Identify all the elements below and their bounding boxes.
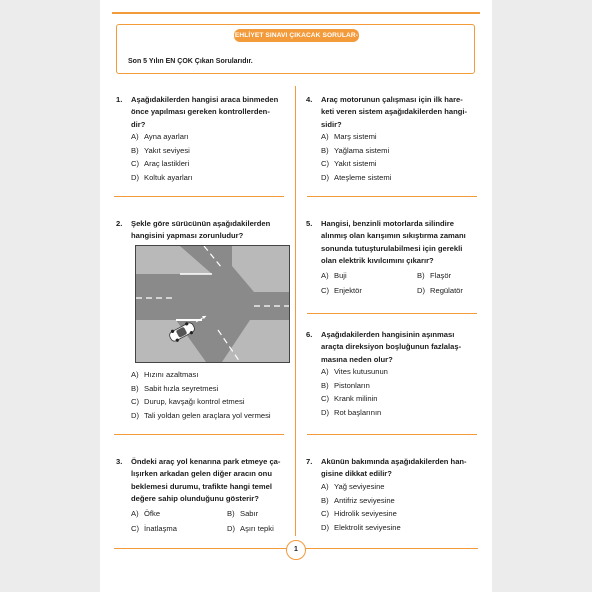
separator-q4-q5 [307,196,477,197]
question-7 [306,456,486,538]
question-number: 2. [116,219,123,228]
option-d[interactable]: D) Rot başlarının [321,407,382,417]
question-number: 5. [306,219,313,228]
option-c[interactable]: C) İnatlaşma [131,523,177,533]
option-b[interactable]: B) Sabit hızla seyretmesi [131,383,219,393]
exam-page [100,0,492,592]
question-stem: Araç motorunun çalışması için ilk hare- keti veren sistem aşağıdakilerden hangi- sidir? [321,95,468,129]
options-list [131,130,193,184]
header-subtitle: Son 5 Yılın EN ÇOK Çıkan Sorularıdır. [128,58,253,65]
option-c[interactable]: C) Durup, kavşağı kontrol etmesi [131,397,245,406]
page-number: 1 [286,540,306,560]
question-5 [306,218,486,308]
option-a[interactable]: A) Hızını azaltması [131,370,199,379]
option-a[interactable]: A) Buji [321,271,347,280]
question-stem: Aşağıdakilerden hangisinin aşınması araçta direksiyon boşluğunun fazlalaş- masına neden olur? [321,330,462,364]
question-stem: Şekle göre sürücünün aşağıdakilerden hangisini yapması zorunludur? [131,219,271,241]
question-number: 4. [306,95,313,104]
question-stem: Hangisi, benzinli motorlarda silindire alınmış olan karışımın sıkıştırma zamanı sonunda tutuşturulabilmesi için gerekli olan elektrik kıvılcımını çıkarır? [321,219,466,265]
question-number: 6. [306,330,313,339]
option-d[interactable]: D) Elektrolit seviyesine [321,522,401,532]
options-list [321,130,391,184]
option-a[interactable]: A) Öfke [131,509,161,518]
separator-q2-q3 [114,434,284,435]
options-grid [321,269,507,297]
option-d[interactable]: D) Aşırı tepki [227,523,274,533]
question-stem: Öndeki araç yol kenarına park etmeye ça- lışırken arkadan gelen diğer aracın onu beklemesi durumu, trafikte hangi temel değere sahip olunduğunu gösterir? [131,457,281,503]
option-a[interactable]: A) Vites kutusunun [321,367,388,376]
options-list [131,368,271,422]
intersection-illustration [135,245,290,363]
question-number: 3. [116,457,123,466]
question-1 [116,94,292,194]
option-d[interactable]: D) Regülatör [417,285,463,295]
separator-q1-q2 [114,196,284,197]
question-number: 1. [116,95,123,104]
option-c[interactable]: C) Enjektör [321,285,362,295]
options-list [321,480,401,534]
question-4 [306,94,486,194]
option-c[interactable]: C) Araç lastikleri [131,159,190,168]
option-c[interactable]: C) Yakıt sistemi [321,159,377,168]
header-box [116,24,475,74]
option-c[interactable]: C) Hidrolik seviyesine [321,509,397,518]
options-grid [131,507,317,535]
option-d[interactable]: D) Ateşleme sistemi [321,172,392,182]
option-a[interactable]: A) Marş sistemi [321,132,377,141]
option-d[interactable]: D) Tali yoldan gelen araçlara yol vermesi [131,410,271,420]
option-a[interactable]: A) Yağ seviyesine [321,482,385,491]
separator-q6-q7 [307,434,477,435]
question-stem: Akünün bakımında aşağıdakilerden han- gisine dikkat edilir? [321,457,467,479]
option-b[interactable]: B) Pistonların [321,380,370,390]
top-rule [112,12,480,14]
question-3 [116,456,292,536]
option-b[interactable]: B) Yakıt seviyesi [131,145,190,155]
option-c[interactable]: C) Krank milinin [321,394,378,403]
option-b[interactable]: B) Sabır [227,509,259,518]
question-number: 7. [306,457,313,466]
option-b[interactable]: B) Flaşör [417,271,452,280]
option-b[interactable]: B) Antifriz seviyesine [321,495,395,505]
option-b[interactable]: B) Yağlama sistemi [321,145,390,155]
column-divider [295,86,296,536]
question-6 [306,329,486,429]
header-title: EHLİYET SINAVI ÇIKACAK SORULAR-1 [234,29,359,42]
intersection-svg [136,246,289,362]
option-a[interactable]: A) Ayna ayarları [131,132,189,141]
separator-q5-q6 [307,313,477,314]
option-d[interactable]: D) Koltuk ayarları [131,172,193,182]
options-list [321,365,388,419]
question-stem: Aşağıdakilerden hangisi araca binmeden önce yapılması gereken kontrollerden- dir? [131,95,279,129]
